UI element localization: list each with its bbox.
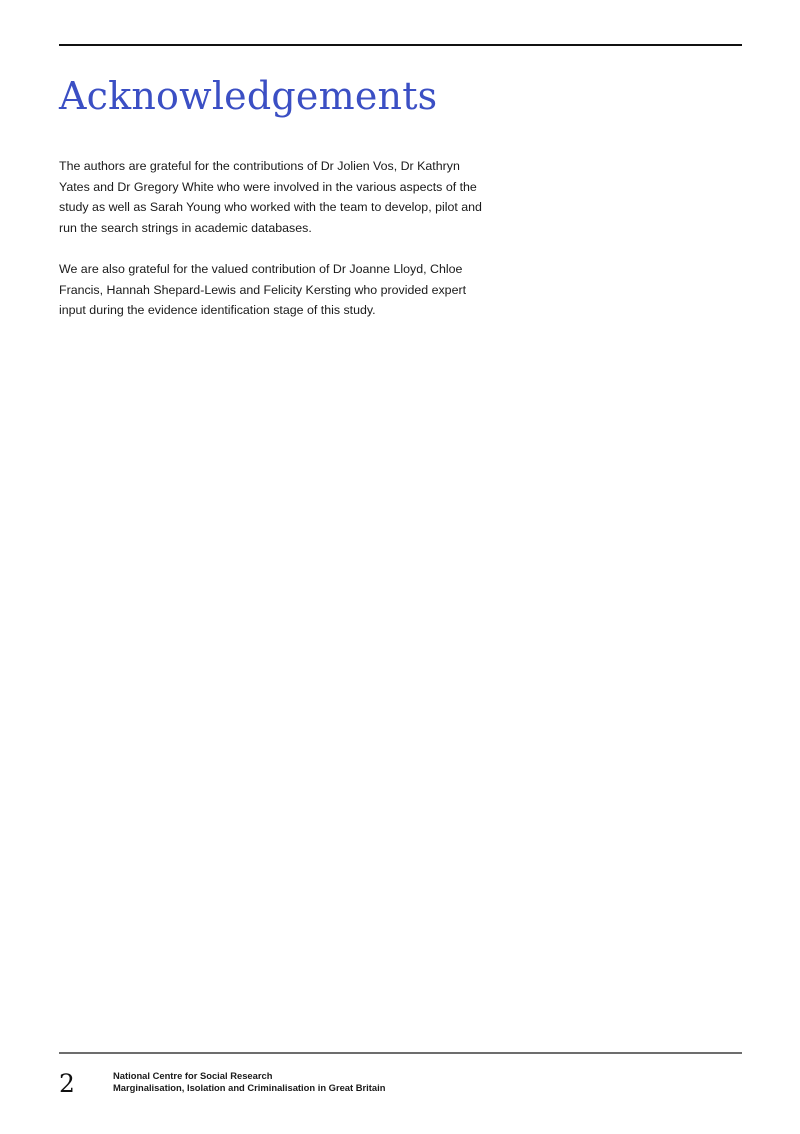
footer-organisation: National Centre for Social Research	[113, 1070, 273, 1081]
page-title: Acknowledgements	[59, 74, 438, 118]
paragraph-line: Yates and Dr Gregory White who were involved in the various aspects of the	[59, 179, 477, 194]
page-number: 2	[59, 1069, 75, 1098]
paragraph-line: input during the evidence identification stage of this study.	[59, 303, 376, 318]
paragraph-line: study as well as Sarah Young who worked with the team to develop, pilot and	[59, 200, 482, 215]
paragraph-line: We are also grateful for the valued contribution of Dr Joanne Lloyd, Chloe	[59, 262, 463, 276]
footer-divider	[59, 1052, 742, 1054]
header-divider	[59, 44, 742, 46]
footer-report-title: Marginalisation, Isolation and Criminalisation in Great Britain	[113, 1081, 386, 1093]
paragraph-line: run the search strings in academic databases.	[59, 220, 312, 235]
paragraph-line: The authors are grateful for the contributions of Dr Jolien Vos, Dr Kathryn	[59, 159, 460, 173]
acknowledgements-paragraph-1	[59, 156, 539, 238]
paragraph-line: Francis, Hannah Shepard-Lewis and Felicity Kersting who provided expert	[59, 282, 467, 297]
footer-text	[113, 1070, 385, 1094]
acknowledgements-paragraph-2	[59, 259, 539, 321]
